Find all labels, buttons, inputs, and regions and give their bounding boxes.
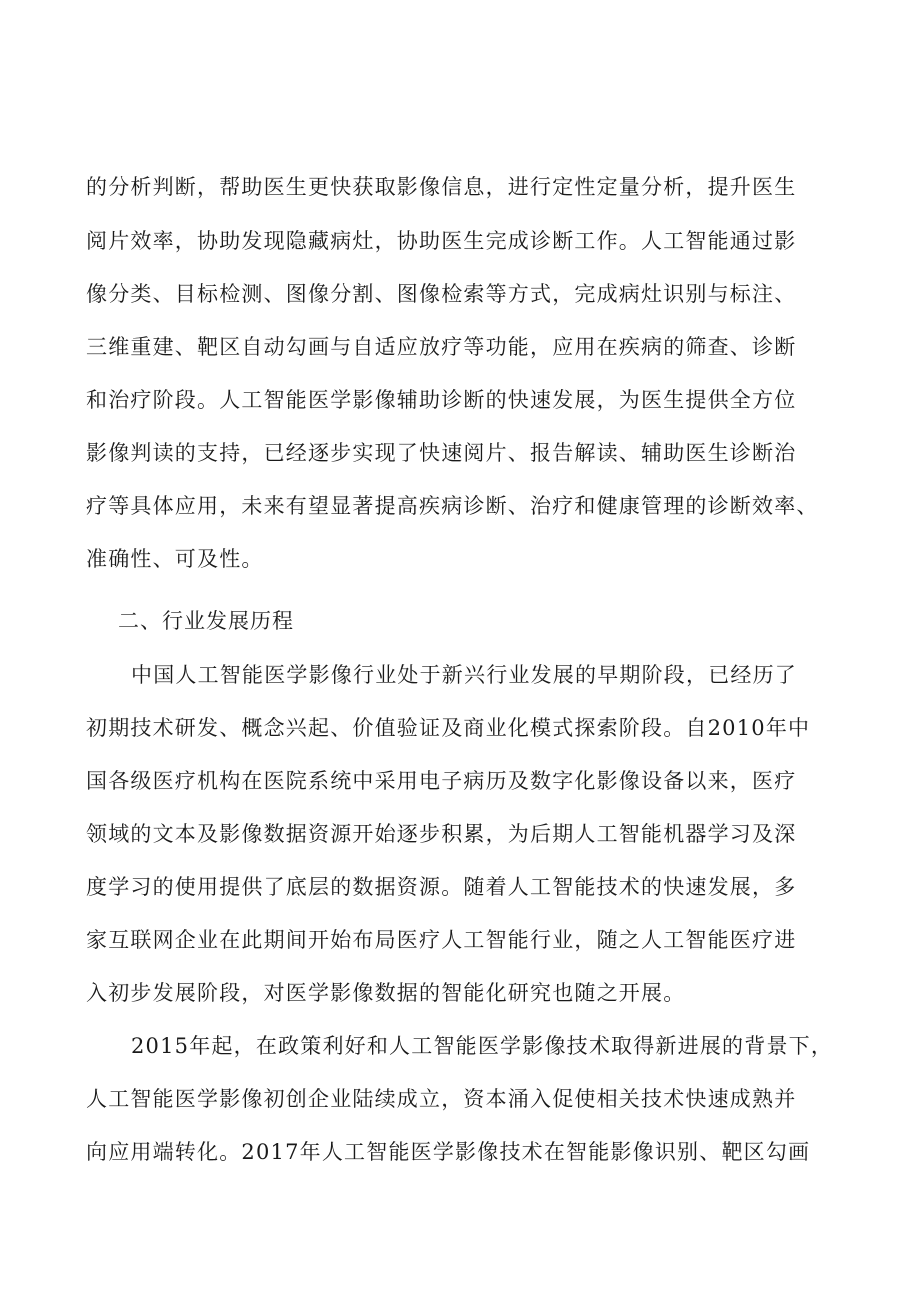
paragraph-2-line-5: 度学习的使用提供了底层的数据资源。随着人工智能技术的快速发展，多: [86, 875, 797, 899]
paragraph-3-line-1: 2015年起，在政策利好和人工智能医学影像技术取得新进展的背景下，: [131, 1034, 834, 1058]
paragraph-1-line-2: 阅片效率，协助发现隐藏病灶，协助医生完成诊断工作。人工智能通过影: [86, 229, 797, 253]
paragraph-2-line-1: 中国人工智能医学影像行业处于新兴行业发展的早期阶段，已经历了: [131, 663, 797, 687]
paragraph-2-line-2: 初期技术研发、概念兴起、价值验证及商业化模式探索阶段。自2010年中: [86, 716, 811, 740]
paragraph-1-line-6: 影像判读的支持，已经逐步实现了快速阅片、报告解读、辅助医生诊断治: [86, 441, 797, 465]
paragraph-1-line-5: 和治疗阶段。人工智能医学影像辅助诊断的快速发展，为医生提供全方位: [86, 388, 797, 412]
paragraph-3-line-3: 向应用端转化。2017年人工智能医学影像技术在智能影像识别、靶区勾画: [86, 1140, 811, 1164]
paragraph-3-line-2: 人工智能医学影像初创企业陆续成立，资本涌入促使相关技术快速成熟并: [86, 1087, 797, 1111]
paragraph-1-line-1: 的分析判断，帮助医生更快获取影像信息，进行定性定量分析，提升医生: [86, 175, 797, 199]
paragraph-1-line-3: 像分类、目标检测、图像分割、图像检索等方式，完成病灶识别与标注、: [86, 282, 797, 306]
paragraph-2-line-4: 领域的文本及影像数据资源开始逐步积累，为后期人工智能机器学习及深: [86, 822, 797, 846]
paragraph-1-line-7: 疗等具体应用，未来有望显著提高疾病诊断、治疗和健康管理的诊断效率、: [86, 494, 819, 518]
paragraph-2-line-7: 入初步发展阶段，对医学影像数据的智能化研究也随之开展。: [86, 981, 686, 1005]
section-heading: 二、行业发展历程: [118, 609, 294, 633]
paragraph-2-line-3: 国各级医疗机构在医院系统中采用电子病历及数字化影像设备以来，医疗: [86, 769, 797, 793]
paragraph-1-line-8: 准确性、可及性。: [86, 547, 264, 571]
paragraph-1-line-4: 三维重建、靶区自动勾画与自适应放疗等功能，应用在疾病的筛查、诊断: [86, 335, 797, 359]
paragraph-2-line-6: 家互联网企业在此期间开始布局医疗人工智能行业，随之人工智能医疗进: [86, 928, 797, 952]
